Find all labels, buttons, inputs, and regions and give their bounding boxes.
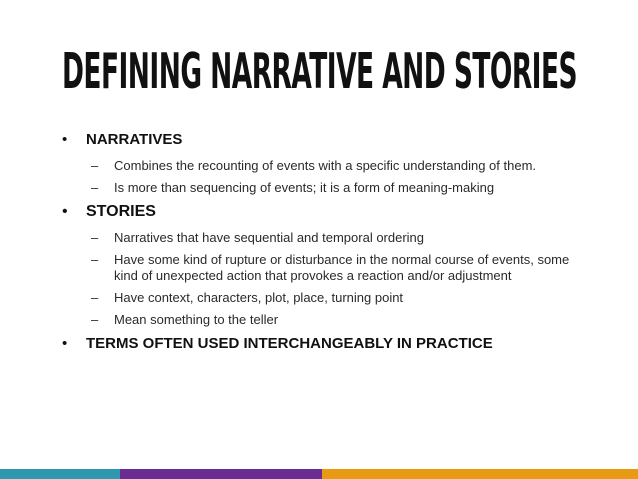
sub-point — [62, 312, 582, 328]
bullet-symbol: • — [62, 335, 68, 352]
footer-bar-purple — [120, 469, 322, 479]
bullet-stories — [62, 202, 582, 222]
sub-point-text: Mean something to the teller — [114, 312, 279, 327]
slide-title: DEFINING NARRATIVE AND STORIES — [62, 43, 578, 100]
bullet-label: STORIES — [86, 203, 156, 220]
sub-point — [62, 158, 582, 174]
bullet-terms — [62, 334, 582, 354]
narratives-subpoints — [62, 158, 582, 196]
dash-symbol: – — [91, 180, 99, 195]
dash-symbol: – — [91, 230, 99, 245]
sub-point-text: Have some kind of rupture or disturbance in the normal course of events, some kind of unexpected action that provokes a reaction and/or adjustment — [114, 252, 570, 283]
sub-point — [62, 290, 582, 306]
footer-bar-teal — [0, 469, 120, 479]
dash-symbol: – — [91, 290, 99, 305]
stories-subpoints — [62, 230, 582, 328]
footer-bar-orange — [322, 469, 638, 479]
sub-point — [62, 180, 582, 196]
sub-point-text: Have context, characters, plot, place, turning point — [114, 290, 404, 305]
bullet-label: NARRATIVES — [86, 131, 183, 148]
bullet-symbol: • — [62, 131, 68, 148]
bullet-narratives — [62, 130, 582, 150]
slide-body — [62, 130, 582, 354]
sub-point — [62, 252, 582, 284]
bullet-label: TERMS OFTEN USED INTERCHANGEABLY IN PRACTICE — [86, 335, 493, 352]
dash-symbol: – — [91, 252, 99, 267]
sub-point — [62, 230, 582, 246]
sub-point-text: Narratives that have sequential and temporal ordering — [114, 230, 425, 245]
sub-point-text: Combines the recounting of events with a specific understanding of them. — [114, 158, 537, 173]
dash-symbol: – — [91, 312, 99, 327]
sub-point-text: Is more than sequencing of events; it is a form of meaning-making — [114, 180, 495, 195]
bullet-symbol: • — [62, 203, 68, 220]
dash-symbol: – — [91, 158, 99, 173]
